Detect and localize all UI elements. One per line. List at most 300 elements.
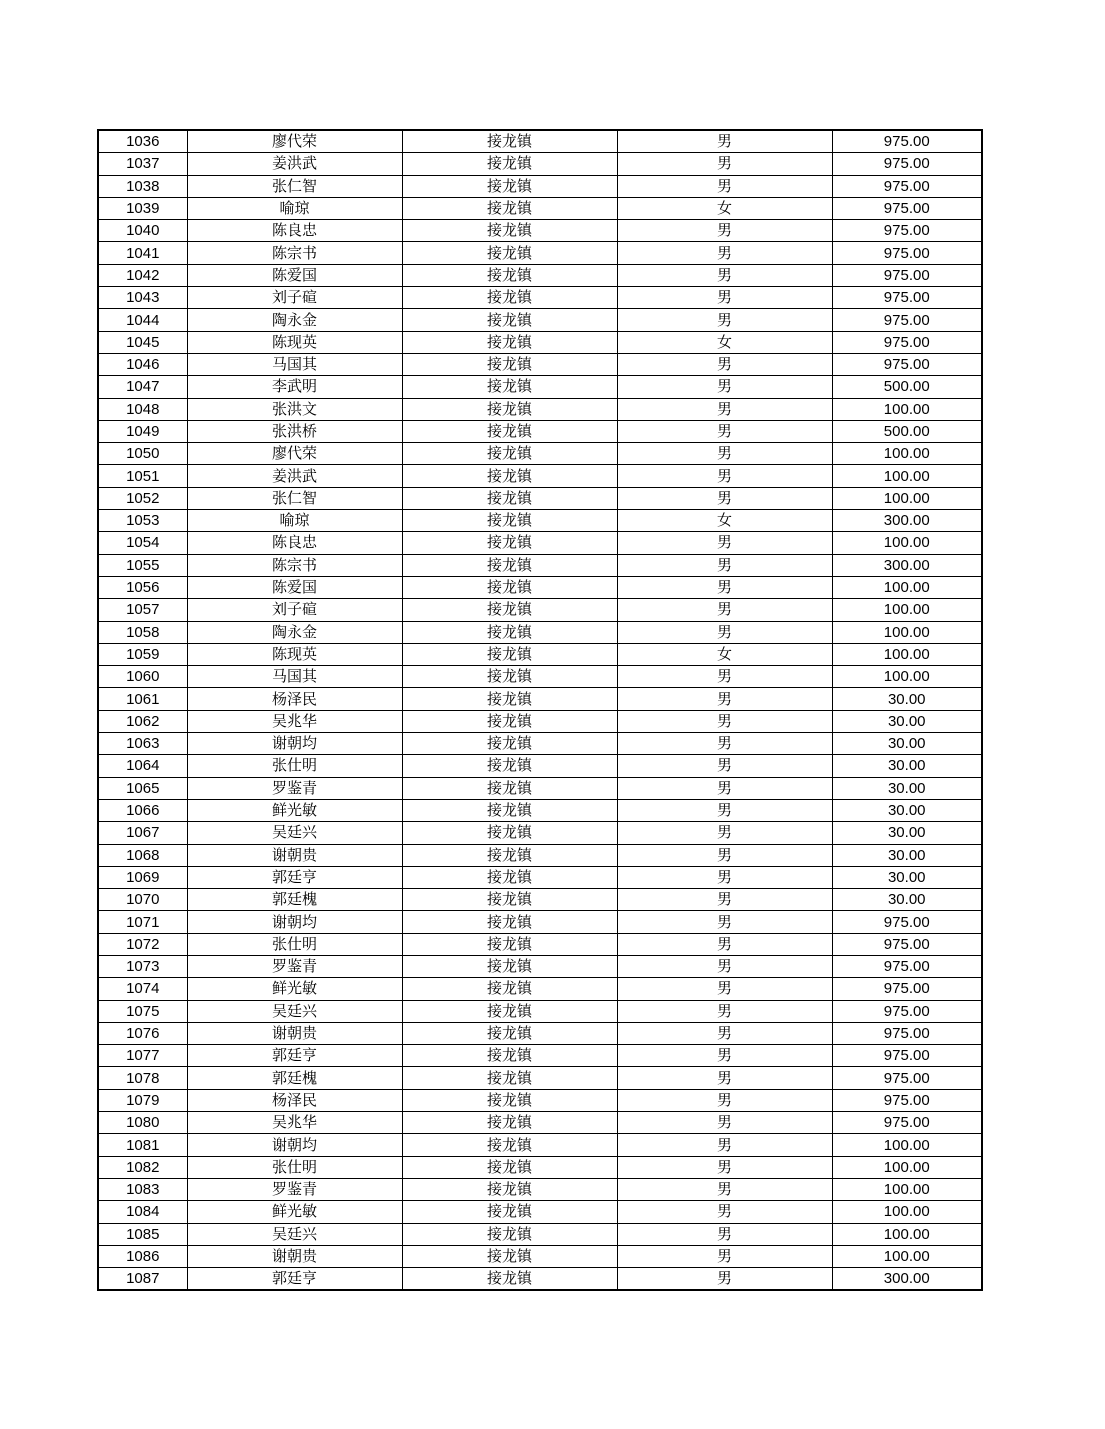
cell-town: 接龙镇: [402, 1201, 617, 1223]
cell-amount: 975.00: [832, 1112, 982, 1134]
cell-town: 接龙镇: [402, 799, 617, 821]
cell-gender: 男: [617, 1067, 832, 1089]
table-row: [98, 911, 982, 933]
cell-number: 1074: [98, 978, 187, 1000]
cell-amount: 100.00: [832, 576, 982, 598]
table-row: [98, 510, 982, 532]
cell-name: 张仕明: [187, 755, 402, 777]
cell-gender: 男: [617, 1201, 832, 1223]
table-row: [98, 777, 982, 799]
cell-number: 1063: [98, 733, 187, 755]
cell-amount: 975.00: [832, 955, 982, 977]
cell-town: 接龙镇: [402, 242, 617, 264]
cell-gender: 男: [617, 1134, 832, 1156]
cell-gender: 男: [617, 889, 832, 911]
cell-amount: 30.00: [832, 733, 982, 755]
cell-number: 1067: [98, 822, 187, 844]
cell-gender: 男: [617, 554, 832, 576]
cell-town: 接龙镇: [402, 510, 617, 532]
cell-number: 1082: [98, 1156, 187, 1178]
cell-name: 廖代荣: [187, 443, 402, 465]
cell-name: 姜洪武: [187, 153, 402, 175]
cell-town: 接龙镇: [402, 1178, 617, 1200]
cell-gender: 男: [617, 576, 832, 598]
cell-name: 郭廷槐: [187, 1067, 402, 1089]
cell-name: 谢朝均: [187, 1134, 402, 1156]
cell-name: 谢朝贵: [187, 1245, 402, 1267]
cell-gender: 男: [617, 978, 832, 1000]
cell-number: 1042: [98, 264, 187, 286]
cell-gender: 男: [617, 398, 832, 420]
cell-name: 陈现英: [187, 331, 402, 353]
cell-name: 郭廷槐: [187, 889, 402, 911]
cell-number: 1043: [98, 287, 187, 309]
cell-town: 接龙镇: [402, 153, 617, 175]
cell-name: 吴兆华: [187, 710, 402, 732]
cell-amount: 975.00: [832, 309, 982, 331]
cell-gender: 男: [617, 666, 832, 688]
cell-amount: 975.00: [832, 130, 982, 153]
cell-gender: 男: [617, 376, 832, 398]
table-row: [98, 1156, 982, 1178]
cell-amount: 300.00: [832, 1268, 982, 1291]
cell-amount: 975.00: [832, 978, 982, 1000]
cell-town: 接龙镇: [402, 955, 617, 977]
cell-town: 接龙镇: [402, 1112, 617, 1134]
cell-number: 1081: [98, 1134, 187, 1156]
cell-amount: 100.00: [832, 398, 982, 420]
table-row: [98, 866, 982, 888]
cell-amount: 100.00: [832, 1201, 982, 1223]
table-row: [98, 1134, 982, 1156]
cell-gender: 男: [617, 1000, 832, 1022]
cell-gender: 男: [617, 1089, 832, 1111]
cell-town: 接龙镇: [402, 599, 617, 621]
cell-amount: 100.00: [832, 1134, 982, 1156]
cell-name: 张仁智: [187, 175, 402, 197]
cell-amount: 100.00: [832, 599, 982, 621]
cell-number: 1085: [98, 1223, 187, 1245]
table-row: [98, 933, 982, 955]
cell-name: 吴廷兴: [187, 1223, 402, 1245]
cell-name: 鲜光敏: [187, 978, 402, 1000]
cell-town: 接龙镇: [402, 1134, 617, 1156]
cell-gender: 女: [617, 331, 832, 353]
cell-name: 罗鉴青: [187, 1178, 402, 1200]
cell-gender: 男: [617, 955, 832, 977]
cell-name: 杨泽民: [187, 688, 402, 710]
cell-amount: 30.00: [832, 755, 982, 777]
table-row: [98, 621, 982, 643]
cell-name: 张洪文: [187, 398, 402, 420]
cell-number: 1056: [98, 576, 187, 598]
cell-number: 1058: [98, 621, 187, 643]
cell-name: 陈宗书: [187, 242, 402, 264]
cell-gender: 男: [617, 1112, 832, 1134]
cell-town: 接龙镇: [402, 398, 617, 420]
table-row: [98, 220, 982, 242]
table-row: [98, 1067, 982, 1089]
cell-town: 接龙镇: [402, 1067, 617, 1089]
cell-number: 1062: [98, 710, 187, 732]
table-row: [98, 1000, 982, 1022]
cell-town: 接龙镇: [402, 220, 617, 242]
cell-town: 接龙镇: [402, 197, 617, 219]
cell-name: 谢朝均: [187, 733, 402, 755]
table-row: [98, 242, 982, 264]
cell-name: 姜洪武: [187, 465, 402, 487]
cell-amount: 975.00: [832, 197, 982, 219]
cell-amount: 30.00: [832, 799, 982, 821]
cell-town: 接龙镇: [402, 1268, 617, 1291]
cell-gender: 男: [617, 487, 832, 509]
cell-amount: 975.00: [832, 242, 982, 264]
table-row: [98, 1045, 982, 1067]
cell-town: 接龙镇: [402, 844, 617, 866]
table-row: [98, 889, 982, 911]
cell-name: 马国其: [187, 353, 402, 375]
cell-amount: 975.00: [832, 220, 982, 242]
cell-gender: 男: [617, 465, 832, 487]
cell-town: 接龙镇: [402, 1245, 617, 1267]
cell-name: 陈良忠: [187, 220, 402, 242]
cell-town: 接龙镇: [402, 554, 617, 576]
cell-name: 郭廷亨: [187, 866, 402, 888]
cell-name: 李武明: [187, 376, 402, 398]
cell-amount: 30.00: [832, 844, 982, 866]
cell-amount: 500.00: [832, 420, 982, 442]
cell-gender: 男: [617, 1022, 832, 1044]
cell-name: 刘子碹: [187, 599, 402, 621]
cell-amount: 100.00: [832, 1245, 982, 1267]
cell-gender: 男: [617, 688, 832, 710]
table-row: [98, 153, 982, 175]
cell-town: 接龙镇: [402, 621, 617, 643]
cell-town: 接龙镇: [402, 666, 617, 688]
cell-town: 接龙镇: [402, 755, 617, 777]
cell-amount: 300.00: [832, 510, 982, 532]
cell-number: 1084: [98, 1201, 187, 1223]
cell-town: 接龙镇: [402, 978, 617, 1000]
cell-name: 喻琼: [187, 197, 402, 219]
cell-number: 1051: [98, 465, 187, 487]
cell-gender: 男: [617, 844, 832, 866]
cell-town: 接龙镇: [402, 1045, 617, 1067]
table-row: [98, 532, 982, 554]
table-row: [98, 822, 982, 844]
cell-number: 1086: [98, 1245, 187, 1267]
cell-gender: 女: [617, 197, 832, 219]
cell-name: 张仕明: [187, 1156, 402, 1178]
cell-town: 接龙镇: [402, 889, 617, 911]
cell-town: 接龙镇: [402, 309, 617, 331]
cell-town: 接龙镇: [402, 353, 617, 375]
cell-town: 接龙镇: [402, 1022, 617, 1044]
cell-gender: 男: [617, 532, 832, 554]
table-row: [98, 666, 982, 688]
cell-number: 1040: [98, 220, 187, 242]
cell-name: 张仁智: [187, 487, 402, 509]
cell-number: 1059: [98, 643, 187, 665]
cell-amount: 100.00: [832, 465, 982, 487]
cell-amount: 975.00: [832, 264, 982, 286]
table-row: [98, 175, 982, 197]
cell-name: 陈良忠: [187, 532, 402, 554]
cell-town: 接龙镇: [402, 420, 617, 442]
cell-town: 接龙镇: [402, 733, 617, 755]
cell-name: 廖代荣: [187, 130, 402, 153]
table-row: [98, 554, 982, 576]
cell-name: 张仕明: [187, 933, 402, 955]
table-row: [98, 599, 982, 621]
cell-gender: 男: [617, 287, 832, 309]
table-row: [98, 978, 982, 1000]
cell-name: 马国其: [187, 666, 402, 688]
table-row: [98, 576, 982, 598]
cell-gender: 男: [617, 621, 832, 643]
cell-amount: 100.00: [832, 532, 982, 554]
cell-town: 接龙镇: [402, 933, 617, 955]
cell-name: 刘子碹: [187, 287, 402, 309]
cell-number: 1060: [98, 666, 187, 688]
cell-amount: 975.00: [832, 175, 982, 197]
table-row: [98, 710, 982, 732]
cell-amount: 975.00: [832, 1000, 982, 1022]
table-row: [98, 331, 982, 353]
table-row: [98, 1178, 982, 1200]
cell-gender: 男: [617, 175, 832, 197]
cell-amount: 100.00: [832, 487, 982, 509]
cell-gender: 男: [617, 353, 832, 375]
cell-gender: 女: [617, 643, 832, 665]
cell-number: 1049: [98, 420, 187, 442]
cell-town: 接龙镇: [402, 130, 617, 153]
cell-amount: 30.00: [832, 710, 982, 732]
cell-town: 接龙镇: [402, 1000, 617, 1022]
cell-gender: 男: [617, 130, 832, 153]
cell-number: 1053: [98, 510, 187, 532]
cell-amount: 100.00: [832, 621, 982, 643]
table-row: [98, 688, 982, 710]
cell-number: 1080: [98, 1112, 187, 1134]
cell-number: 1046: [98, 353, 187, 375]
cell-number: 1071: [98, 911, 187, 933]
cell-name: 陈宗书: [187, 554, 402, 576]
cell-town: 接龙镇: [402, 1089, 617, 1111]
cell-name: 郭廷亨: [187, 1045, 402, 1067]
cell-town: 接龙镇: [402, 866, 617, 888]
cell-name: 郭廷亨: [187, 1268, 402, 1291]
data-table: [97, 129, 983, 1291]
table-row: [98, 487, 982, 509]
cell-number: 1077: [98, 1045, 187, 1067]
table-row: [98, 420, 982, 442]
cell-town: 接龙镇: [402, 777, 617, 799]
cell-number: 1076: [98, 1022, 187, 1044]
cell-gender: 男: [617, 1245, 832, 1267]
cell-gender: 男: [617, 153, 832, 175]
cell-amount: 30.00: [832, 889, 982, 911]
table-row: [98, 197, 982, 219]
table-row: [98, 1201, 982, 1223]
table-row: [98, 309, 982, 331]
cell-amount: 975.00: [832, 1067, 982, 1089]
cell-town: 接龙镇: [402, 822, 617, 844]
cell-gender: 男: [617, 755, 832, 777]
cell-town: 接龙镇: [402, 443, 617, 465]
cell-town: 接龙镇: [402, 1156, 617, 1178]
cell-name: 鲜光敏: [187, 799, 402, 821]
cell-gender: 男: [617, 599, 832, 621]
table-row: [98, 755, 982, 777]
cell-number: 1068: [98, 844, 187, 866]
cell-gender: 男: [617, 1045, 832, 1067]
cell-name: 喻琼: [187, 510, 402, 532]
cell-number: 1072: [98, 933, 187, 955]
cell-number: 1061: [98, 688, 187, 710]
table-row: [98, 733, 982, 755]
cell-number: 1069: [98, 866, 187, 888]
cell-gender: 男: [617, 733, 832, 755]
cell-name: 陈爱国: [187, 576, 402, 598]
cell-amount: 100.00: [832, 643, 982, 665]
cell-gender: 男: [617, 1223, 832, 1245]
cell-town: 接龙镇: [402, 576, 617, 598]
cell-town: 接龙镇: [402, 331, 617, 353]
cell-gender: 男: [617, 1156, 832, 1178]
cell-town: 接龙镇: [402, 710, 617, 732]
cell-number: 1052: [98, 487, 187, 509]
cell-amount: 975.00: [832, 287, 982, 309]
cell-town: 接龙镇: [402, 287, 617, 309]
cell-name: 谢朝贵: [187, 1022, 402, 1044]
cell-gender: 男: [617, 1178, 832, 1200]
cell-amount: 500.00: [832, 376, 982, 398]
table-row: [98, 643, 982, 665]
cell-number: 1045: [98, 331, 187, 353]
cell-name: 吴兆华: [187, 1112, 402, 1134]
cell-town: 接龙镇: [402, 465, 617, 487]
cell-number: 1044: [98, 309, 187, 331]
table-row: [98, 465, 982, 487]
cell-gender: 男: [617, 1268, 832, 1291]
cell-amount: 300.00: [832, 554, 982, 576]
cell-amount: 100.00: [832, 1178, 982, 1200]
cell-amount: 100.00: [832, 666, 982, 688]
table-row: [98, 1223, 982, 1245]
table-row: [98, 844, 982, 866]
cell-name: 谢朝均: [187, 911, 402, 933]
cell-amount: 100.00: [832, 1156, 982, 1178]
cell-town: 接龙镇: [402, 911, 617, 933]
table-row: [98, 1022, 982, 1044]
cell-name: 鲜光敏: [187, 1201, 402, 1223]
cell-number: 1078: [98, 1067, 187, 1089]
cell-number: 1041: [98, 242, 187, 264]
cell-gender: 男: [617, 242, 832, 264]
table-row: [98, 955, 982, 977]
cell-town: 接龙镇: [402, 264, 617, 286]
cell-number: 1064: [98, 755, 187, 777]
cell-number: 1036: [98, 130, 187, 153]
cell-amount: 975.00: [832, 911, 982, 933]
cell-town: 接龙镇: [402, 1223, 617, 1245]
table-row: [98, 287, 982, 309]
cell-number: 1075: [98, 1000, 187, 1022]
cell-number: 1038: [98, 175, 187, 197]
cell-town: 接龙镇: [402, 532, 617, 554]
cell-amount: 30.00: [832, 866, 982, 888]
cell-number: 1054: [98, 532, 187, 554]
table-row: [98, 398, 982, 420]
cell-name: 吴廷兴: [187, 1000, 402, 1022]
cell-amount: 100.00: [832, 443, 982, 465]
cell-number: 1055: [98, 554, 187, 576]
cell-gender: 男: [617, 443, 832, 465]
cell-number: 1037: [98, 153, 187, 175]
table-row: [98, 1245, 982, 1267]
table-body: [98, 130, 982, 1290]
cell-amount: 975.00: [832, 331, 982, 353]
table-row: [98, 1112, 982, 1134]
cell-amount: 975.00: [832, 1089, 982, 1111]
cell-amount: 30.00: [832, 688, 982, 710]
table-row: [98, 376, 982, 398]
cell-amount: 30.00: [832, 822, 982, 844]
cell-amount: 975.00: [832, 1022, 982, 1044]
cell-amount: 975.00: [832, 153, 982, 175]
cell-name: 张洪桥: [187, 420, 402, 442]
cell-gender: 男: [617, 420, 832, 442]
cell-name: 陈爱国: [187, 264, 402, 286]
cell-gender: 男: [617, 710, 832, 732]
cell-gender: 男: [617, 866, 832, 888]
cell-town: 接龙镇: [402, 376, 617, 398]
cell-town: 接龙镇: [402, 688, 617, 710]
table-row: [98, 1268, 982, 1291]
cell-amount: 975.00: [832, 1045, 982, 1067]
table-row: [98, 1089, 982, 1111]
cell-number: 1066: [98, 799, 187, 821]
cell-gender: 男: [617, 911, 832, 933]
table-row: [98, 443, 982, 465]
table-row: [98, 353, 982, 375]
cell-amount: 100.00: [832, 1223, 982, 1245]
cell-amount: 975.00: [832, 933, 982, 955]
cell-town: 接龙镇: [402, 487, 617, 509]
table-row: [98, 264, 982, 286]
cell-name: 陈现英: [187, 643, 402, 665]
cell-town: 接龙镇: [402, 175, 617, 197]
cell-gender: 男: [617, 933, 832, 955]
cell-name: 吴廷兴: [187, 822, 402, 844]
cell-gender: 男: [617, 309, 832, 331]
cell-gender: 男: [617, 799, 832, 821]
cell-gender: 男: [617, 777, 832, 799]
cell-number: 1047: [98, 376, 187, 398]
table-row: [98, 130, 982, 153]
cell-number: 1039: [98, 197, 187, 219]
cell-gender: 男: [617, 220, 832, 242]
cell-number: 1048: [98, 398, 187, 420]
cell-name: 杨泽民: [187, 1089, 402, 1111]
cell-number: 1073: [98, 955, 187, 977]
cell-number: 1070: [98, 889, 187, 911]
cell-name: 罗鉴青: [187, 955, 402, 977]
cell-name: 陶永金: [187, 309, 402, 331]
cell-amount: 30.00: [832, 777, 982, 799]
cell-gender: 男: [617, 822, 832, 844]
